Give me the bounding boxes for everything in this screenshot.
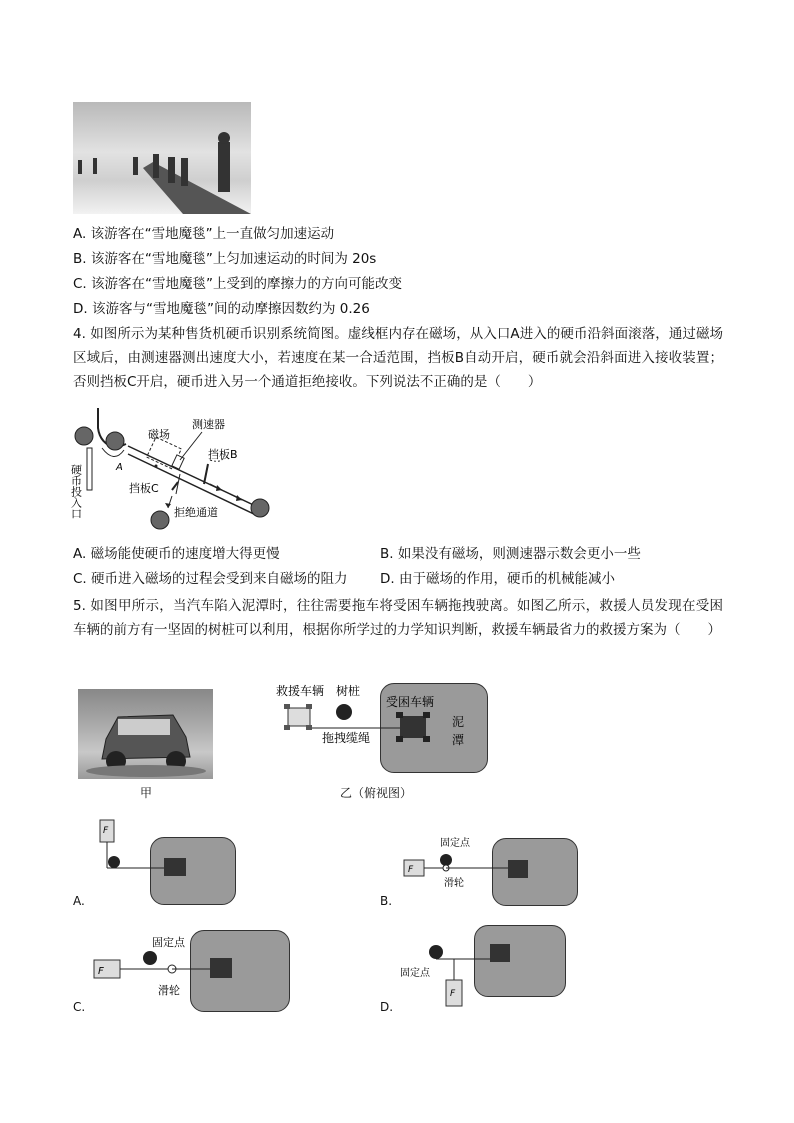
option-d-label: D. — [380, 1000, 394, 1014]
label-entry — [70, 464, 83, 519]
label-mud1: 泥 — [452, 715, 465, 729]
option-d-diagram — [396, 926, 576, 1016]
q5-stem: 5. 如图甲所示，当汽车陷入泥潭时，往往需要拖车将受困车辆拖拽驶离。如图乙所示，救援人员发现在受困车辆的前方有一坚固的树桩可以利用，根据你所学过的力学知识判断，救援车辆最省力的救援方案为（ ） — [73, 598, 723, 638]
force-label-c: F — [98, 966, 104, 977]
label-mud2: 潭 — [452, 733, 465, 747]
force-label-a: F — [103, 826, 109, 836]
option-c-label: C. — [73, 1000, 86, 1014]
label-gate-b: 挡板B — [208, 448, 238, 461]
rescue-topview-diagram — [276, 680, 496, 780]
label-magnet: 磁场 — [148, 428, 170, 441]
pulley-label-b: 滑轮 — [444, 878, 464, 889]
option-a-label: A. — [73, 894, 85, 908]
q4-option-b: B. 如果没有磁场，则测速器示数会更小一些 — [380, 546, 641, 562]
force-label-d: F — [450, 989, 456, 999]
label-gate-c: 挡板C — [129, 482, 159, 495]
coin-system-diagram — [69, 404, 282, 532]
fig-yi-caption: 乙（俯视图） — [340, 786, 413, 800]
label-reject: 拒绝通道 — [174, 506, 218, 519]
option-b-label: B. — [380, 894, 393, 908]
label-sensor: 测速器 — [192, 418, 225, 431]
fixed-label-b: 固定点 — [440, 838, 470, 849]
label-a: A — [116, 462, 123, 473]
label-entry-text: 硬币投入口 — [69, 464, 83, 519]
label-stump: 树桩 — [336, 684, 361, 698]
fixed-label-d: 固定点 — [400, 968, 430, 979]
jeep-photo — [78, 689, 213, 779]
q3-option-c: C. 该游客在“雪地魔毯”上受到的摩擦力的方向可能改变 — [73, 276, 402, 292]
label-rope: 拖拽缆绳 — [322, 731, 371, 745]
label-rescue: 救援车辆 — [276, 684, 325, 698]
fixed-label-c: 固定点 — [152, 936, 185, 949]
label-trapped: 受困车辆 — [386, 695, 435, 709]
q4-option-c: C. 硬币进入磁场的过程会受到来自磁场的阻力 — [73, 571, 348, 587]
option-c-diagram — [92, 932, 292, 1012]
q3-option-d: D. 该游客与“雪地魔毯”间的动摩擦因数约为 0.26 — [73, 301, 370, 317]
q3-option-b: B. 该游客在“雪地魔毯”上匀加速运动的时间为 20s — [73, 251, 377, 267]
q3-option-a: A. 该游客在“雪地魔毯”上一直做匀加速运动 — [73, 226, 335, 242]
snow-carpet-photo — [73, 102, 251, 214]
q4-option-a: A. 磁场能使硬币的速度增大得更慢 — [73, 546, 280, 562]
q4-option-d: D. 由于磁场的作用，硬币的机械能减小 — [380, 571, 615, 587]
pulley-label-c: 滑轮 — [158, 984, 180, 997]
force-label-b: F — [408, 865, 414, 875]
option-b-diagram — [398, 830, 598, 910]
fig-jia-caption: 甲 — [140, 786, 153, 800]
option-a-diagram — [94, 816, 254, 896]
q4-stem: 4. 如图所示为某种售货机硬币识别系统简图。虚线框内存在磁场，从入口A进入的硬币沿斜面滚落，通过磁场区域后，由测速器测出速度大小，若速度在某一合适范围，挡板B自动开启，硬币就会沿斜面进入接收装置；否则挡板C开启，硬币进入另一个通道拒绝接收。下列说法不正确的是（ ） — [73, 326, 723, 390]
